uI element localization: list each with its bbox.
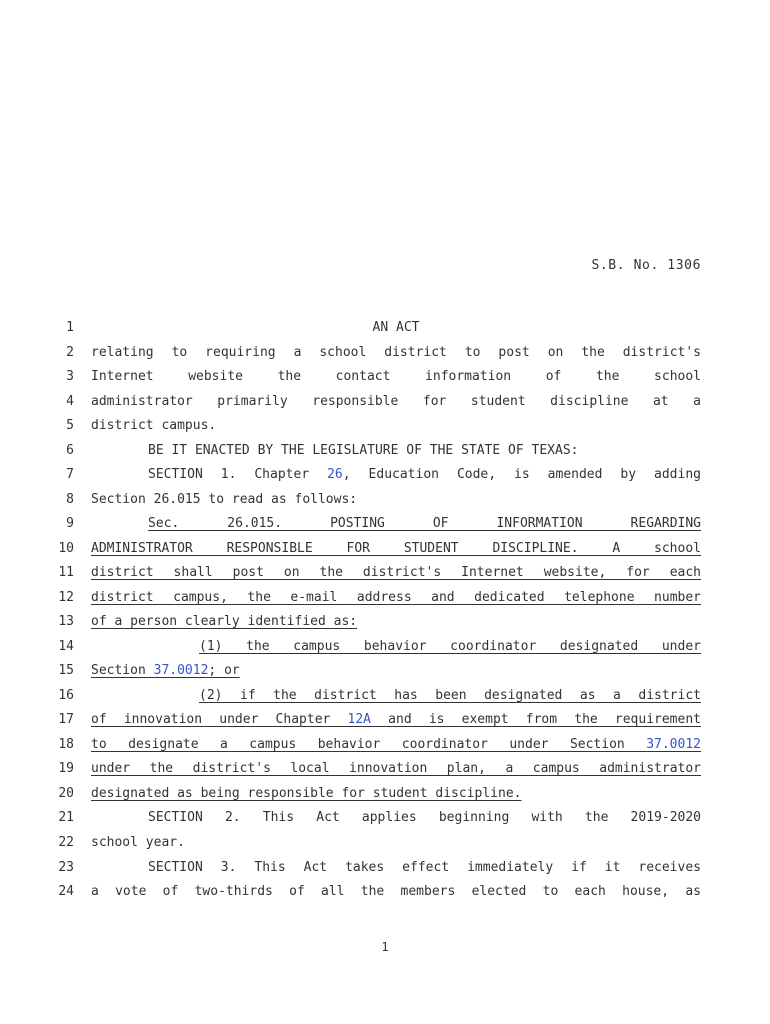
bill-line: [0, 612, 770, 634]
bill-line: [0, 416, 770, 438]
line-number: 23: [58, 860, 74, 875]
line-text-part: SECTION 1. Chapter: [148, 467, 328, 482]
line-number: 11: [58, 565, 74, 580]
added-text: ADMINISTRATOR RESPONSIBLE FOR STUDENT DISCIPLINE. A school: [91, 541, 701, 556]
line-text-part: ; or: [208, 663, 240, 678]
added-text: (1) the campus behavior coordinator designated under: [199, 639, 701, 654]
added-text: under the district's local innovation plan, a campus administrator: [91, 761, 701, 776]
line-text: school year.: [91, 835, 185, 850]
bill-line: [0, 882, 770, 904]
section-37-0012-link[interactable]: 37.0012: [153, 663, 209, 678]
bill-line: [0, 759, 770, 781]
added-text: [91, 735, 701, 755]
enacting-clause: BE IT ENACTED BY THE LEGISLATURE OF THE STATE OF TEXAS:: [148, 443, 579, 458]
chapter-26-link[interactable]: 26: [327, 467, 343, 482]
bill-line: [0, 686, 770, 708]
line-number: 12: [58, 590, 74, 605]
added-text: [91, 661, 701, 681]
line-number: 2: [66, 345, 74, 360]
line-text: a vote of two-thirds of all the members elected to each house, as: [91, 884, 701, 899]
page-number: 1: [381, 940, 389, 954]
bill-line: [0, 563, 770, 585]
line-number: 5: [66, 418, 74, 433]
line-text-part: to designate a campus behavior coordinator under Section: [91, 737, 647, 752]
bill-line: [0, 392, 770, 414]
bill-line: [0, 735, 770, 757]
line-number: 21: [58, 810, 74, 825]
line-text: Section 26.015 to read as follows:: [91, 492, 358, 507]
line-number: 24: [58, 884, 74, 899]
bill-line: [0, 441, 770, 463]
added-text: Sec. 26.015. POSTING OF INFORMATION REGARDING: [148, 516, 701, 531]
line-number: 9: [66, 516, 74, 531]
line-text-part: and is exempt from the requirement: [371, 712, 701, 727]
added-text: [91, 710, 701, 730]
bill-line: [0, 343, 770, 365]
bill-line: [0, 808, 770, 830]
line-number: 3: [66, 369, 74, 384]
bill-line: [0, 710, 770, 732]
bill-number: S.B. No. 1306: [591, 258, 701, 273]
line-number: 17: [58, 712, 74, 727]
section-37-0012-link[interactable]: 37.0012: [646, 737, 701, 752]
added-text: designated as being responsible for student discipline.: [91, 786, 522, 801]
bill-line: [0, 465, 770, 487]
line-number: 8: [66, 492, 74, 507]
line-number: 15: [58, 663, 74, 678]
line-text: Internet website the contact information of the school: [91, 369, 701, 384]
added-text: district shall post on the district's Internet website, for each: [91, 565, 701, 580]
line-number: 20: [58, 786, 74, 801]
line-text: SECTION 3. This Act takes effect immediately if it receives: [148, 860, 701, 875]
line-number: 14: [58, 639, 74, 654]
line-text-part: Section: [91, 663, 154, 678]
line-number: 22: [58, 835, 74, 850]
line-text: [91, 465, 701, 485]
line-number: 1: [66, 320, 74, 335]
line-text: administrator primarily responsible for student discipline at a: [91, 394, 701, 409]
bill-line: [0, 318, 770, 340]
line-number: 4: [66, 394, 74, 409]
line-text: SECTION 2. This Act applies beginning with the 2019-2020: [148, 810, 701, 825]
act-heading: AN ACT: [372, 320, 420, 335]
line-number: 19: [58, 761, 74, 776]
bill-line: [0, 490, 770, 512]
line-text: relating to requiring a school district to post on the district's: [91, 345, 701, 360]
line-number: 10: [58, 541, 74, 556]
added-text: (2) if the district has been designated as a district: [199, 688, 701, 703]
line-number: 13: [58, 614, 74, 629]
chapter-12a-link[interactable]: 12A: [347, 712, 371, 727]
bill-line: [0, 514, 770, 536]
bill-line: [0, 661, 770, 683]
bill-line: [0, 588, 770, 610]
bill-line: [0, 637, 770, 659]
bill-line: [0, 367, 770, 389]
line-text: district campus.: [91, 418, 217, 433]
bill-line: [0, 784, 770, 806]
line-number: 18: [58, 737, 74, 752]
bill-line: [0, 833, 770, 855]
added-text: district campus, the e-mail address and dedicated telephone number: [91, 590, 701, 605]
line-text-part: , Education Code, is amended by adding: [342, 467, 701, 482]
line-text-part: of innovation under Chapter: [91, 712, 348, 727]
line-number: 16: [58, 688, 74, 703]
added-text: of a person clearly identified as:: [91, 614, 358, 629]
line-number: 7: [66, 467, 74, 482]
line-number: 6: [66, 443, 74, 458]
bill-line: [0, 858, 770, 880]
bill-line: [0, 539, 770, 561]
